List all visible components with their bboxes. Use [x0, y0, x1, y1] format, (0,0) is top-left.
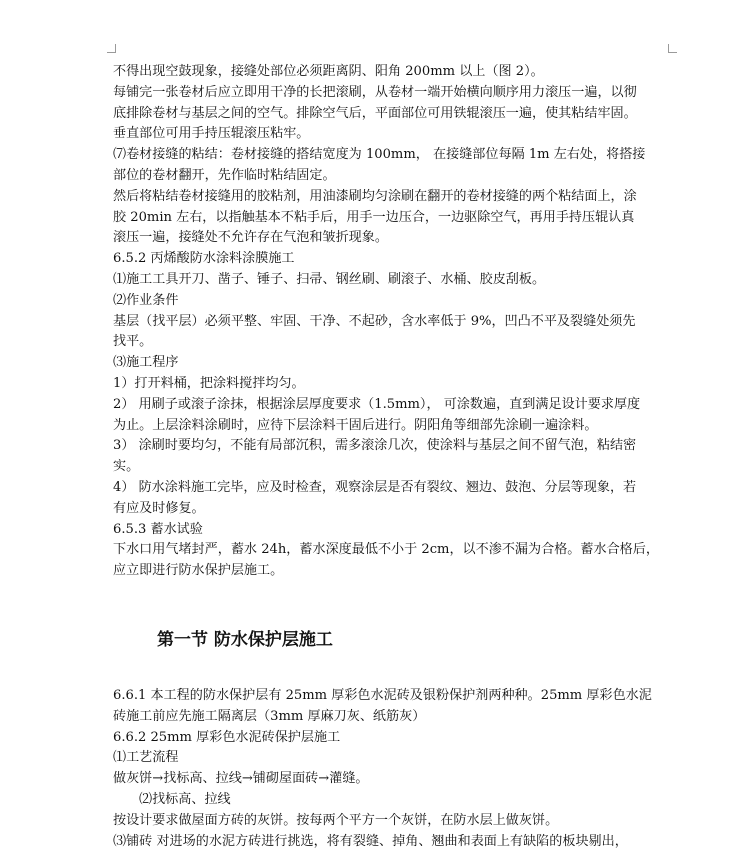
paragraph-line: 底排除卷材与基层之间的空气。排除空气后，平面部位可用铁辊滚压一遍，使其粘结牢固。: [113, 104, 673, 125]
paragraph-line: ⑶施工程序: [113, 353, 673, 374]
paragraph-line: 每铺完一张卷材后应立即用干净的长把滚刷，从卷材一端开始横向顺序用力滚压一遍，以彻: [113, 83, 673, 104]
document-body[interactable]: [113, 62, 673, 852]
paragraph-line: 应立即进行防水保护层施工。: [113, 561, 673, 582]
section-heading-652: 6.5.2 丙烯酸防水涂料涂膜施工: [113, 249, 673, 270]
paragraph-line: 做灰饼→找标高、拉线→铺砌屋面砖→灌缝。: [113, 769, 673, 790]
paragraph-line: 找平。: [113, 332, 673, 353]
paragraph-line: 然后将粘结卷材接缝用的胶粘剂，用油漆刷均匀涂刷在翻开的卷材接缝的两个粘结面上，涂: [113, 187, 673, 208]
paragraph-line: 为止。上层涂料涂刷时，应待下层涂料干固后进行。阴阳角等细部先涂刷一遍涂料。: [113, 416, 673, 437]
margin-corner-mark: [668, 44, 677, 53]
paragraph-line: 垂直部位可用手持压辊滚压粘牢。: [113, 124, 673, 145]
paragraph-line: ⑴施工工具开刀、凿子、锤子、扫帚、钢丝刷、刷滚子、水桶、胶皮刮板。: [113, 270, 673, 291]
paragraph-line: 不得出现空鼓现象，接缝处部位必须距离阴、阳角 200mm 以上（图 2）。: [113, 62, 673, 83]
paragraph-line: 下水口用气堵封严，蓄水 24h，蓄水深度最低不小于 2cm，以不渗不漏为合格。蓄水合格后，: [113, 540, 673, 561]
paragraph-line: 按设计要求做屋面方砖的灰饼。按每两个平方一个灰饼，在防水层上做灰饼。: [113, 811, 673, 832]
paragraph-line-indented: ⑵找标高、拉线: [113, 790, 673, 811]
margin-corner-mark: [107, 44, 116, 53]
paragraph-line: ⑺卷材接缝的粘结：卷材接缝的搭结宽度为 100mm， 在接缝部位每隔 1m 左右处，将搭接: [113, 145, 673, 166]
paragraph-line: 3） 涂刷时要均匀，不能有局部沉积，需多滚涂几次，使涂料与基层之间不留气泡，粘结密: [113, 436, 673, 457]
section-heading-662: 6.6.2 25mm 厚彩色水泥砖保护层施工: [113, 728, 673, 749]
paragraph-line: 部位的卷材翻开，先作临时粘结固定。: [113, 166, 673, 187]
paragraph-line: 4） 防水涂料施工完毕，应及时检查，观察涂层是否有裂纹、翘边、鼓泡、分层等现象，若: [113, 478, 673, 499]
paragraph-line: ⑵作业条件: [113, 291, 673, 312]
paragraph-line: ⑴工艺流程: [113, 748, 673, 769]
text-block-1: [113, 62, 673, 582]
paragraph-line: 砖施工前应先施工隔离层（3mm 厚麻刀灰、纸筋灰）: [113, 707, 673, 728]
section-heading-653: 6.5.3 蓄水试验: [113, 520, 673, 541]
text-block-2: [113, 686, 673, 852]
paragraph-line: 胶 20min 左右，以指触基本不粘手后，用手一边压合，一边驱除空气，再用手持压辊认真: [113, 208, 673, 229]
paragraph-line: 6.6.1 本工程的防水保护层有 25mm 厚彩色水泥砖及银粉保护剂两种种。25mm 厚彩色水泥: [113, 686, 673, 707]
paragraph-line: 1）打开料桶，把涂料搅拌均匀。: [113, 374, 673, 395]
paragraph-line: 有应及时修复。: [113, 499, 673, 520]
paragraph-line: 实。: [113, 457, 673, 478]
paragraph-line: 基层（找平层）必须平整、牢固、干净、不起砂，含水率低于 9%，凹凸不平及裂缝处须先: [113, 312, 673, 333]
paragraph-line: 2） 用刷子或滚子涂抹，根据涂层厚度要求（1.5mm）， 可涂数遍，直到满足设计要求厚度: [113, 395, 673, 416]
chapter-heading: 第一节 防水保护层施工: [113, 626, 673, 654]
paragraph-line: ⑶铺砖 对进场的水泥方砖进行挑选，将有裂缝、掉角、翘曲和表面上有缺陷的板块剔出，: [113, 832, 673, 852]
paragraph-line: 滚压一遍，接缝处不允许存在气泡和皱折现象。: [113, 228, 673, 249]
